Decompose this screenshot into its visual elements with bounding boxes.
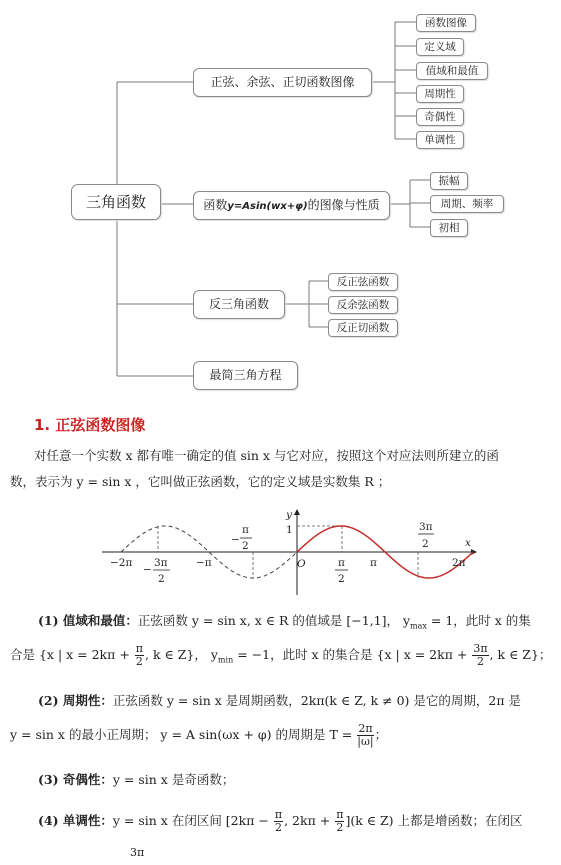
tick-one: 1 <box>286 524 293 536</box>
frac-num: π <box>135 642 144 655</box>
intro-line-1: 对任意一个实数 x 都有唯一确定的值 sin x 与它对应，按照这个对应法则所建立的函 <box>34 448 499 463</box>
leaf-period-frequency: 周期、频率 <box>430 195 504 213</box>
leaf-periodicity: 周期性 <box>416 85 464 103</box>
frac-3pi-over-2 <box>472 643 488 668</box>
frac-pi-over-2 <box>135 643 144 668</box>
frac-den: 2 <box>336 821 344 834</box>
tick-neg-3pi2-sign: − <box>143 564 152 576</box>
range-text-1b: = 1，此时 x 的集 <box>426 613 531 628</box>
frac-den: 2 <box>135 655 143 668</box>
leaf-arcsin: 反正弦函数 <box>328 273 398 291</box>
branch-sinusoid-formula: y=Asin(wx+φ) <box>227 201 308 212</box>
tick-neg-pi2-den: 2 <box>242 540 249 552</box>
range-min-sub: min <box>217 655 234 665</box>
intro-line-2: 数，表示为 y = sin x ，它叫做正弦函数，它的定义域是实数集 R ； <box>10 474 391 489</box>
parity-text: y = sin x 是奇函数； <box>112 772 235 787</box>
period-title: (2) 周期性： <box>38 693 113 708</box>
period-text-2: y = sin x 的最小正周期； y = A sin(ωx + φ) 的周期是 T = <box>10 727 353 742</box>
frac-den: 2 <box>274 821 282 834</box>
tick-2pi: 2π <box>452 557 466 569</box>
parity-line <box>38 767 234 792</box>
range-line-1 <box>38 608 531 639</box>
leaf-function-graph: 函数图像 <box>416 14 476 32</box>
tick-neg-3pi2-den: 2 <box>158 573 165 585</box>
frac-num: 3π <box>473 642 488 655</box>
leaf-monotonicity: 单调性 <box>416 131 464 149</box>
tick-3pi2-num: 3π <box>419 521 433 533</box>
leaf-amplitude: 振幅 <box>430 172 468 190</box>
x-axis-label: x <box>465 537 471 549</box>
frac-pi-over-2 <box>274 809 283 834</box>
branch-sinusoid-post: 的图像与性质 <box>307 198 380 212</box>
sine-graph <box>0 500 561 600</box>
bottom-frac-num: 3π <box>130 846 145 859</box>
range-text-1: 正弦函数 y = sin x, x ∈ R 的值域是 [−1,1]， y <box>137 613 411 628</box>
y-axis-label: y <box>286 509 292 521</box>
tick-3pi2-den: 2 <box>422 538 429 550</box>
section-heading: 1. 正弦函数图像 <box>34 416 146 434</box>
mono-text-a: y = sin x 在闭区间 [2kπ − <box>112 813 269 828</box>
mono-text-b: , 2kπ + <box>284 813 331 828</box>
branch-sinusoid-pre: 函数 <box>203 198 228 212</box>
leaf-parity: 奇偶性 <box>416 108 464 126</box>
frac-den: 2 <box>476 655 484 668</box>
leaf-arctan: 反正切函数 <box>328 319 398 337</box>
tick-neg-pi2-sign: − <box>231 534 240 546</box>
range-text-2d: , k ∈ Z}； <box>489 647 552 662</box>
origin-label: O <box>297 558 306 570</box>
tick-pi2-num: π <box>338 557 345 569</box>
branch-trig-graphs: 正弦、余弦、正切函数图像 <box>193 68 372 97</box>
frac-num: π <box>336 808 344 821</box>
branch-trig-equation: 最简三角方程 <box>193 361 298 390</box>
period-text-1: 正弦函数 y = sin x 是周期函数，2kπ(k ∈ Z, k ≠ 0) 是它的周期，2π 是 <box>112 693 522 708</box>
branch-inverse-trig: 反三角函数 <box>193 290 285 319</box>
range-title: (1) 值域和最值： <box>38 613 138 628</box>
branch-sinusoid <box>193 191 390 220</box>
frac-pi-over-2 <box>335 809 344 834</box>
tick-neg-2pi: −2π <box>110 557 133 569</box>
range-text-2a: 合是 {x | x = 2kπ + <box>10 647 130 662</box>
leaf-initial-phase: 初相 <box>430 219 468 237</box>
tick-pi: π <box>370 557 377 569</box>
frac-num: 2π <box>358 722 373 735</box>
tick-pi2-den: 2 <box>338 573 345 585</box>
parity-title: (3) 奇偶性： <box>38 772 113 787</box>
mindmap-root: 三角函数 <box>71 184 161 220</box>
range-text-2c: = −1，此时 x 的集合是 {x | x = 2kπ + <box>233 647 468 662</box>
frac-period <box>357 723 373 748</box>
period-line-1 <box>38 688 521 713</box>
range-text-2b: , k ∈ Z}， y <box>145 647 218 662</box>
range-line-2 <box>10 642 551 673</box>
leaf-arccos: 反余弦函数 <box>328 296 398 314</box>
mono-title: (4) 单调性： <box>38 813 113 828</box>
leaf-domain: 定义域 <box>416 38 464 56</box>
tick-neg-pi: −π <box>196 557 212 569</box>
monotonicity-line <box>38 808 523 834</box>
leaf-range-extrema: 值域和最值 <box>416 62 488 80</box>
frac-den: |ω| <box>357 735 374 748</box>
period-line-2: y = sin x 的最小正周期； y = A sin(ωx + φ) 的周期是 T = $\frac{2\pi}{|\omega|}$ ； <box>10 722 388 748</box>
range-max-sub: max <box>410 621 427 631</box>
tick-neg-3pi2-num: 3π <box>154 557 168 569</box>
bottom-cutoff-fraction <box>10 840 144 865</box>
tick-neg-pi2-num: π <box>242 524 249 536</box>
frac-num: π <box>274 808 283 821</box>
mono-text-c: ](k ∈ Z) 上都是增函数；在闭区 <box>345 813 523 828</box>
